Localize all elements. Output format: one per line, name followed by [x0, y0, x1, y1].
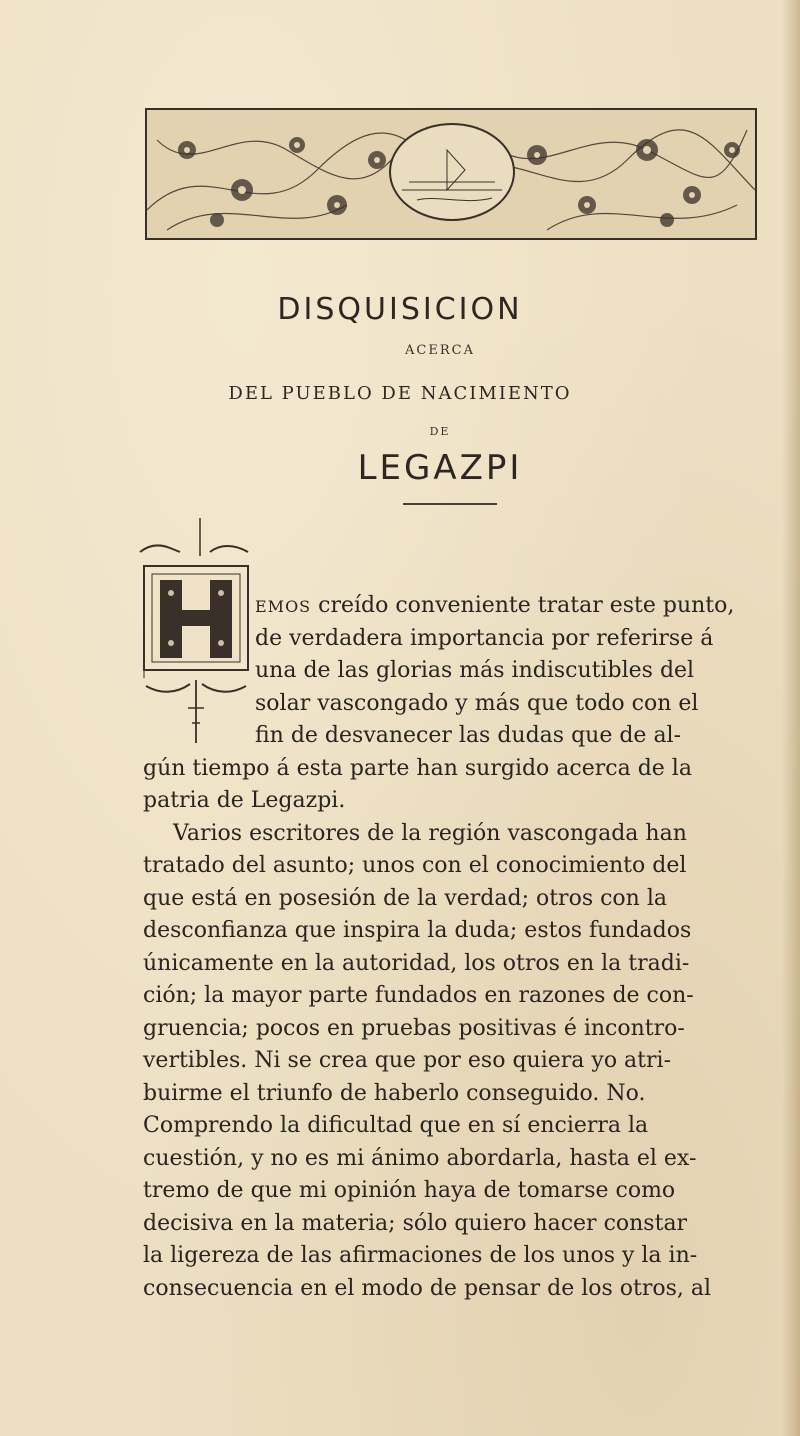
- subject-title: LEGAZPI: [357, 448, 523, 488]
- text-line: solar vascongado y más que todo con el: [255, 690, 699, 716]
- text-line: cuestión, y no es mi ánimo abordarla, hasta el ex-: [143, 1145, 697, 1171]
- text-line: desconfianza que inspira la duda; estos fundados: [143, 918, 692, 943]
- text-line: fin de desvanecer las dudas que de al-: [255, 723, 682, 748]
- text-line: la ligereza de las afirmaciones de los unos y la in-: [143, 1243, 698, 1268]
- text-line: EMOS creído conveniente tratar este punto,: [255, 593, 735, 618]
- text-line: tratado del asunto; unos con el conocimiento del: [143, 853, 687, 878]
- body-paragraphs: [143, 590, 760, 1305]
- text-line: decisiva en la materia; sólo quiero hacer constar: [143, 1210, 688, 1236]
- paragraph-start-line: Varios escritores de la región vascongada han: [173, 820, 687, 846]
- text-line: Comprendo la dificultad que en sí encierra la: [143, 1113, 649, 1138]
- text-line: únicamente en la autoridad, los otros en la tradi-: [143, 950, 690, 976]
- dropcap-continuation: EMOS: [255, 597, 312, 616]
- text-line: ción; la mayor parte fundados en razones de con-: [143, 983, 694, 1008]
- text-line: gruencia; pocos en pruebas positivas é incontro-: [143, 1015, 685, 1041]
- page-title: DISQUISICION: [277, 292, 523, 327]
- text-line: gún tiempo á esta parte han surgido acerca de la: [143, 755, 692, 781]
- text-line: tremo de que mi opinión haya de tomarse como: [143, 1178, 676, 1203]
- text-line: de verdadera importancia por referirse á: [255, 625, 714, 651]
- page-edge-shadow: [782, 0, 800, 1436]
- subtitle-de: DE: [429, 425, 451, 438]
- floral-vignette-icon: [145, 108, 757, 240]
- text-line: buirme el triunfo de haberlo conseguido. No.: [143, 1080, 646, 1106]
- subtitle-acerca: ACERCA: [405, 343, 475, 358]
- text-line: patria de Legazpi.: [143, 788, 346, 813]
- text-line: consecuencia en el modo de pensar de los otros, al: [143, 1275, 712, 1301]
- title-divider: [403, 503, 497, 505]
- text-line: vertibles. Ni se crea que por eso quiera yo atri-: [143, 1048, 671, 1073]
- text-line: que está en posesión de la verdad; otros con la: [143, 885, 667, 911]
- text-line: una de las glorias más indiscutibles del: [255, 658, 695, 683]
- subtitle-main: DEL PUEBLO DE NACIMIENTO: [228, 383, 572, 404]
